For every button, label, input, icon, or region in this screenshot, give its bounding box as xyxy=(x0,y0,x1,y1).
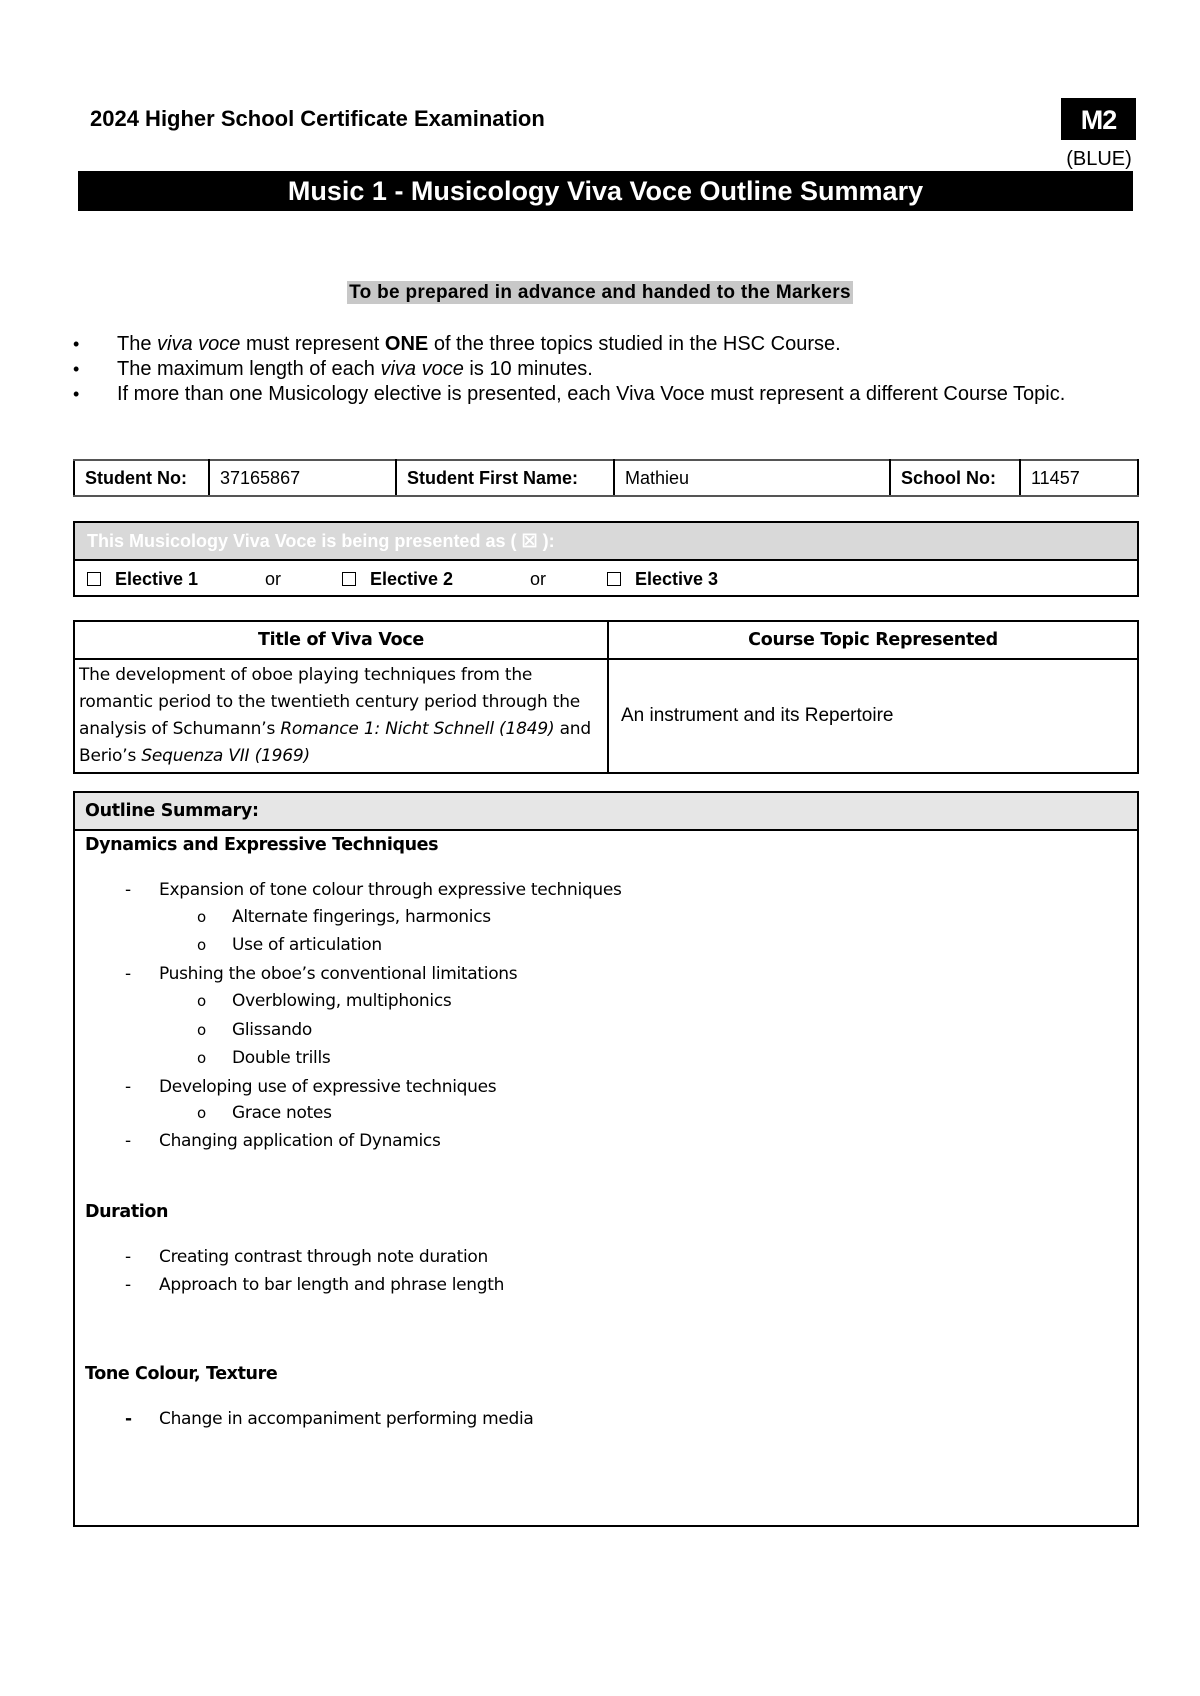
topic-column-header: Course Topic Represented xyxy=(608,621,1138,659)
instruction-text: To be prepared in advance and handed to the Markers xyxy=(349,282,851,303)
viva-title-table xyxy=(73,620,1139,774)
list-item: Creating contrast through note duration xyxy=(159,1247,488,1267)
sub-list-item: Glissando xyxy=(232,1020,313,1040)
viva-title-work: Sequenza VII (1969) xyxy=(141,746,310,766)
rule-text: viva voce xyxy=(380,358,464,380)
rule-item xyxy=(70,332,1080,357)
elective-options-row xyxy=(75,561,1137,597)
dash-bullet: - xyxy=(125,880,132,900)
checkbox-icon[interactable] xyxy=(342,572,356,586)
viva-title-work: Romance 1: Nicht Schnell (1849) xyxy=(280,719,555,739)
rule-text: viva voce xyxy=(157,333,241,355)
student-no-label: Student No: xyxy=(74,460,209,496)
section-title: Dynamics and Expressive Techniques xyxy=(85,835,439,855)
elective-2-label: Elective 2 xyxy=(370,569,454,589)
list-item: Pushing the oboe’s conventional limitations xyxy=(159,964,518,984)
student-name-field[interactable]: Mathieu xyxy=(614,460,890,496)
dash-bullet: - xyxy=(125,1275,132,1295)
section-title: Tone Colour, Texture xyxy=(85,1364,278,1384)
viva-title-text: and Berio’s xyxy=(79,719,591,766)
sub-bullet: o xyxy=(197,1049,207,1067)
sub-list-item: Overblowing, multiphonics xyxy=(232,991,452,1011)
rule-item xyxy=(70,357,1080,382)
list-item: Developing use of expressive techniques xyxy=(159,1077,497,1097)
sub-bullet: o xyxy=(197,992,207,1010)
checkbox-icon[interactable] xyxy=(87,572,101,586)
sub-list-item: Grace notes xyxy=(232,1103,332,1123)
sub-bullet: o xyxy=(197,1021,207,1039)
instruction-note xyxy=(0,282,1200,304)
student-no-field[interactable]: 37165867 xyxy=(209,460,396,496)
title-column-header: Title of Viva Voce xyxy=(74,621,608,659)
rule-text: ONE xyxy=(384,333,429,355)
page-title-banner: Music 1 - Musicology Viva Voce Outline Summary xyxy=(78,171,1133,211)
sub-list-item: Alternate fingerings, harmonics xyxy=(232,907,491,927)
sub-list-item: Use of articulation xyxy=(232,935,382,955)
elective-1-label: Elective 1 xyxy=(115,569,199,589)
outline-summary xyxy=(73,791,1139,1527)
viva-title-text: The development of oboe playing techniques from the romantic period to the twentieth century period through the analysis of Schumann’s xyxy=(79,665,581,739)
outline-heading: Outline Summary: xyxy=(75,793,1137,831)
sub-bullet: o xyxy=(197,1104,207,1122)
dash-bullet: - xyxy=(125,1077,132,1097)
rule-text: The maximum length of each xyxy=(117,358,381,380)
dash-bullet: - xyxy=(125,1409,133,1429)
section-title: Duration xyxy=(85,1202,169,1222)
rule-text: The xyxy=(117,333,158,355)
student-name-label: Student First Name: xyxy=(396,460,614,496)
rules-list xyxy=(70,332,1080,407)
list-item: Approach to bar length and phrase length xyxy=(159,1275,505,1295)
school-no-label: School No: xyxy=(890,460,1020,496)
list-item: Expansion of tone colour through expressive techniques xyxy=(159,880,622,900)
list-item: Change in accompaniment performing media xyxy=(159,1409,534,1429)
dash-bullet: - xyxy=(125,1247,132,1267)
or-separator: or xyxy=(530,569,547,589)
sub-bullet: o xyxy=(197,936,207,954)
rule-text: If more than one Musicology elective is presented, each Viva Voce must represent a different Course Topic. xyxy=(117,383,1066,405)
elective-3-label: Elective 3 xyxy=(635,569,719,589)
dash-bullet: - xyxy=(125,964,132,984)
rule-text: is 10 minutes. xyxy=(463,358,593,380)
elective-selection xyxy=(73,521,1139,597)
elective-heading: This Musicology Viva Voce is being presented as ( ☒ ): xyxy=(75,523,1137,561)
rule-text: of the three topics studied in the HSC Course. xyxy=(428,333,841,355)
course-topic-field[interactable]: An instrument and its Repertoire xyxy=(608,659,1138,773)
viva-title-field[interactable] xyxy=(74,659,608,773)
rule-item xyxy=(70,382,1080,407)
student-info-table xyxy=(73,459,1139,497)
school-no-field[interactable]: 11457 xyxy=(1020,460,1138,496)
paper-code-badge: M2 xyxy=(1061,98,1136,140)
or-separator: or xyxy=(265,569,282,589)
elective-2-option[interactable] xyxy=(342,561,453,597)
dash-bullet: - xyxy=(125,1131,132,1151)
elective-3-option[interactable] xyxy=(607,561,718,597)
checkbox-icon[interactable] xyxy=(607,572,621,586)
paper-colour-label: (BLUE) xyxy=(1066,148,1132,170)
sub-list-item: Double trills xyxy=(232,1048,331,1068)
elective-1-option[interactable] xyxy=(87,561,198,597)
sub-bullet: o xyxy=(197,908,207,926)
exam-title: 2024 Higher School Certificate Examination xyxy=(90,106,545,131)
list-item: Changing application of Dynamics xyxy=(159,1131,441,1151)
rule-text: must represent xyxy=(240,333,385,355)
